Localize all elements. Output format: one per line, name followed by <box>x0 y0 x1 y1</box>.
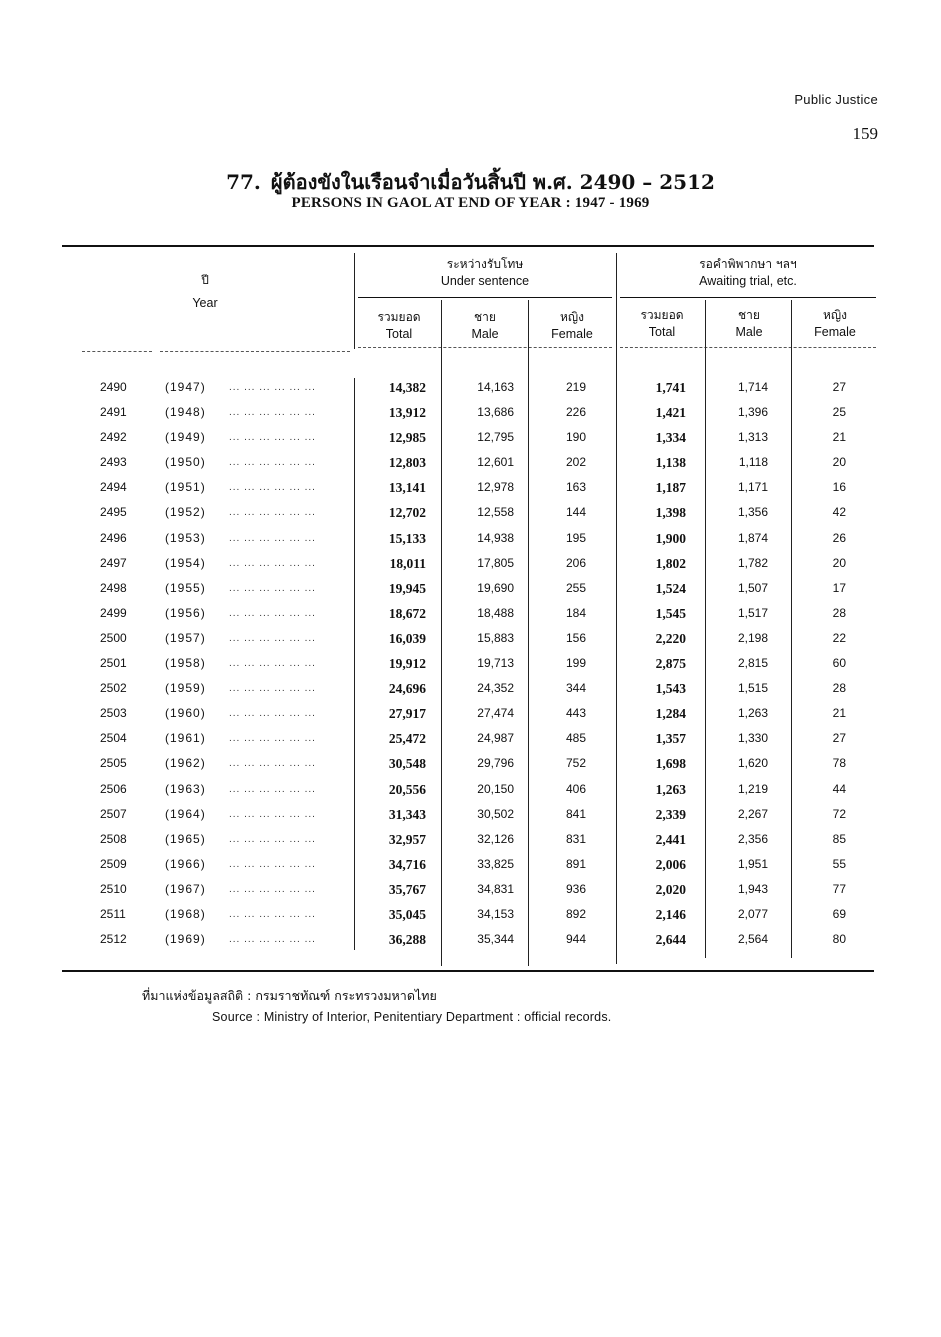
year-ce-cell: (1950) <box>165 455 206 470</box>
under-sentence-female-cell: 219 <box>565 380 586 394</box>
under-sentence-total-cell: 19,912 <box>388 656 426 672</box>
under-sentence-male-cell: 24,987 <box>477 731 514 746</box>
year-be-cell: 2510 <box>100 881 127 896</box>
awaiting-male-cell: 1,313 <box>737 430 768 445</box>
leader-dots: ... ... ... ... ... ... <box>229 733 316 745</box>
year-be-cell: 2494 <box>100 480 127 495</box>
awaiting-total-cell: 1,357 <box>655 731 686 747</box>
header-u-total-english: Total <box>385 327 413 341</box>
under-sentence-male-cell: 24,352 <box>477 681 514 696</box>
header-under-sentence-english: Under sentence <box>440 274 530 288</box>
under-sentence-total-cell: 13,141 <box>388 480 426 496</box>
awaiting-male-cell: 1,171 <box>737 480 768 495</box>
awaiting-total-cell: 1,187 <box>655 480 686 496</box>
awaiting-female-cell: 72 <box>832 806 846 821</box>
awaiting-total-cell: 1,802 <box>655 555 686 571</box>
under-sentence-male-cell: 18,488 <box>477 605 514 620</box>
awaiting-female-cell: 44 <box>832 781 846 796</box>
awaiting-female-cell: 20 <box>832 455 846 470</box>
table-row <box>62 702 876 727</box>
awaiting-male-cell: 1,874 <box>737 530 768 545</box>
header-u-male-english: Male <box>471 327 499 341</box>
under-sentence-female-cell: 344 <box>565 681 586 696</box>
leader-dots: ... ... ... ... ... ... <box>229 482 316 494</box>
header-a-male-english: Male <box>735 325 763 339</box>
table-row <box>62 552 876 577</box>
under-sentence-male-cell: 19,690 <box>477 580 514 595</box>
under-sentence-female-cell: 944 <box>565 932 586 947</box>
awaiting-female-cell: 17 <box>832 580 846 595</box>
table-row <box>62 426 876 451</box>
under-sentence-total-cell: 18,011 <box>389 555 426 571</box>
awaiting-male-cell: 1,951 <box>737 856 768 871</box>
awaiting-female-cell: 26 <box>832 530 846 545</box>
separator-year <box>354 253 355 349</box>
under-sentence-total-cell: 12,985 <box>388 430 426 446</box>
awaiting-male-cell: 1,943 <box>737 881 768 896</box>
under-sentence-male-cell: 35,344 <box>477 932 514 947</box>
leader-dots: ... ... ... ... ... ... <box>229 908 316 920</box>
under-sentence-total-cell: 35,767 <box>388 881 426 897</box>
under-sentence-male-cell: 14,163 <box>477 380 514 394</box>
awaiting-total-cell: 2,339 <box>655 806 686 822</box>
source-english: Source : Ministry of Interior, Penitentiary Department : official records. <box>212 1010 612 1024</box>
under-sentence-male-cell: 17,805 <box>477 555 514 570</box>
year-ce-cell: (1955) <box>165 580 206 595</box>
header-a-female <box>793 307 877 341</box>
leader-dots: ... ... ... ... ... ... <box>229 934 316 946</box>
leader-dots: ... ... ... ... ... ... <box>229 457 316 469</box>
header-a-total-english: Total <box>648 325 676 339</box>
awaiting-female-cell: 78 <box>832 756 846 771</box>
under-sentence-female-cell: 199 <box>565 656 586 671</box>
year-ce-cell: (1956) <box>165 605 206 620</box>
awaiting-female-cell: 20 <box>832 555 846 570</box>
table-bottom-rule <box>62 970 874 972</box>
header-year-english: Year <box>192 296 218 310</box>
awaiting-male-cell: 1,517 <box>737 605 768 620</box>
header-a-total-thai: รวมยอด <box>640 308 684 322</box>
under-sentence-male-cell: 14,938 <box>477 530 514 545</box>
awaiting-male-cell: 1,263 <box>737 706 768 721</box>
year-be-cell: 2509 <box>100 856 127 871</box>
table-row <box>62 627 876 652</box>
header-a-female-thai: หญิง <box>823 308 847 322</box>
awaiting-female-cell: 25 <box>832 405 846 420</box>
awaiting-male-cell: 2,815 <box>737 656 768 671</box>
year-ce-cell: (1958) <box>165 656 206 671</box>
table-row <box>62 652 876 677</box>
subheader-dash-left <box>358 347 612 348</box>
awaiting-total-cell: 2,020 <box>655 881 686 897</box>
header-awaiting-english: Awaiting trial, etc. <box>699 274 797 288</box>
leader-dots: ... ... ... ... ... ... <box>229 607 316 619</box>
table-row <box>62 376 876 401</box>
year-ce-cell: (1961) <box>165 731 206 746</box>
year-be-cell: 2497 <box>100 555 127 570</box>
awaiting-total-cell: 2,644 <box>655 932 686 948</box>
awaiting-total-cell: 1,421 <box>655 405 686 421</box>
under-sentence-total-cell: 30,548 <box>388 756 426 772</box>
under-sentence-male-cell: 12,978 <box>477 480 514 495</box>
awaiting-female-cell: 77 <box>832 881 846 896</box>
under-sentence-female-cell: 841 <box>565 806 586 821</box>
header-year <box>160 272 250 312</box>
leader-dots: ... ... ... ... ... ... <box>229 407 316 419</box>
under-sentence-female-cell: 752 <box>565 756 586 771</box>
table-row <box>62 778 876 803</box>
awaiting-male-cell: 1,396 <box>737 405 768 420</box>
awaiting-total-cell: 1,334 <box>655 430 686 446</box>
year-ce-cell: (1954) <box>165 555 206 570</box>
table-row <box>62 501 876 526</box>
under-sentence-male-cell: 13,686 <box>477 405 514 420</box>
header-u-total-thai: รวมยอด <box>377 310 421 324</box>
year-be-cell: 2493 <box>100 455 127 470</box>
header-a-total <box>620 307 704 341</box>
awaiting-total-cell: 1,284 <box>655 706 686 722</box>
under-sentence-male-cell: 33,825 <box>477 856 514 871</box>
under-sentence-female-cell: 144 <box>565 505 586 520</box>
awaiting-total-cell: 2,220 <box>655 630 686 646</box>
under-sentence-total-cell: 25,472 <box>388 731 426 747</box>
year-ce-cell: (1953) <box>165 530 206 545</box>
awaiting-female-cell: 16 <box>832 480 846 495</box>
table-row <box>62 602 876 627</box>
leader-dots: ... ... ... ... ... ... <box>229 708 316 720</box>
year-be-cell: 2506 <box>100 781 127 796</box>
under-sentence-total-cell: 19,945 <box>388 580 426 596</box>
awaiting-rule <box>620 297 876 298</box>
header-a-male-thai: ชาย <box>738 308 760 322</box>
year-be-cell: 2504 <box>100 731 127 746</box>
leader-dots: ... ... ... ... ... ... <box>229 532 316 544</box>
header-u-female-thai: หญิง <box>560 310 584 324</box>
awaiting-female-cell: 21 <box>832 430 846 445</box>
awaiting-male-cell: 1,714 <box>737 380 768 394</box>
header-awaiting-thai: รอคำพิพากษา ฯลฯ <box>699 257 797 271</box>
awaiting-female-cell: 69 <box>832 906 846 921</box>
awaiting-male-cell: 1,515 <box>737 681 768 696</box>
leader-dots: ... ... ... ... ... ... <box>229 683 316 695</box>
header-u-male-thai: ชาย <box>474 310 496 324</box>
under-sentence-female-cell: 255 <box>565 580 586 595</box>
awaiting-total-cell: 1,398 <box>655 505 686 521</box>
year-be-cell: 2502 <box>100 681 127 696</box>
table-top-rule <box>62 245 874 247</box>
table-row <box>62 727 876 752</box>
under-sentence-total-cell: 24,696 <box>388 681 426 697</box>
leader-dots: ... ... ... ... ... ... <box>229 808 316 820</box>
table-row <box>62 878 876 903</box>
awaiting-male-cell: 2,267 <box>737 806 768 821</box>
under-sentence-female-cell: 406 <box>565 781 586 796</box>
table-row <box>62 828 876 853</box>
header-a-female-english: Female <box>814 325 856 339</box>
year-be-cell: 2505 <box>100 756 127 771</box>
year-be-cell: 2500 <box>100 630 127 645</box>
under-sentence-total-cell: 12,702 <box>388 505 426 521</box>
awaiting-female-cell: 27 <box>832 731 846 746</box>
under-sentence-female-cell: 443 <box>565 706 586 721</box>
under-sentence-female-cell: 195 <box>565 530 586 545</box>
table-row <box>62 476 876 501</box>
year-be-cell: 2490 <box>100 380 127 394</box>
year-ce-cell: (1966) <box>165 856 206 871</box>
year-be-cell: 2507 <box>100 806 127 821</box>
under-sentence-male-cell: 20,150 <box>477 781 514 796</box>
year-ce-cell: (1960) <box>165 706 206 721</box>
header-year-thai: ปี <box>201 273 209 287</box>
title-thai-text: ผู้ต้องขังในเรือนจำเมื่อวันสิ้นปี พ.ศ. 2490 – 2512 <box>270 170 715 194</box>
awaiting-female-cell: 55 <box>832 856 846 871</box>
year-ce-cell: (1949) <box>165 430 206 445</box>
awaiting-male-cell: 2,198 <box>737 630 768 645</box>
year-header-dash-1 <box>82 351 152 352</box>
awaiting-total-cell: 1,698 <box>655 756 686 772</box>
leader-dots: ... ... ... ... ... ... <box>229 858 316 870</box>
year-ce-cell: (1969) <box>165 932 206 947</box>
awaiting-total-cell: 1,138 <box>655 455 686 471</box>
awaiting-total-cell: 1,263 <box>655 781 686 797</box>
under-sentence-female-cell: 892 <box>565 906 586 921</box>
under-sentence-female-cell: 891 <box>565 856 586 871</box>
header-u-male <box>443 309 527 343</box>
year-ce-cell: (1968) <box>165 906 206 921</box>
year-ce-cell: (1959) <box>165 681 206 696</box>
under-sentence-total-cell: 20,556 <box>388 781 426 797</box>
awaiting-male-cell: 1,782 <box>737 555 768 570</box>
under-sentence-male-cell: 12,601 <box>477 455 514 470</box>
under-sentence-male-cell: 32,126 <box>477 831 514 846</box>
awaiting-male-cell: 1,219 <box>737 781 768 796</box>
under-sentence-male-cell: 15,883 <box>477 630 514 645</box>
table-row <box>62 903 876 928</box>
awaiting-total-cell: 1,900 <box>655 530 686 546</box>
header-u-total <box>358 309 440 343</box>
table-row <box>62 401 876 426</box>
awaiting-male-cell: 1,620 <box>737 756 768 771</box>
year-ce-cell: (1947) <box>165 380 206 394</box>
table-title-thai <box>0 166 941 198</box>
table-row <box>62 527 876 552</box>
table-row <box>62 803 876 828</box>
leader-dots: ... ... ... ... ... ... <box>229 557 316 569</box>
year-be-cell: 2491 <box>100 405 127 420</box>
awaiting-male-cell: 2,077 <box>737 906 768 921</box>
under-sentence-male-cell: 30,502 <box>477 806 514 821</box>
year-be-cell: 2512 <box>100 932 127 947</box>
leader-dots: ... ... ... ... ... ... <box>229 432 316 444</box>
under-sentence-female-cell: 226 <box>565 405 586 420</box>
leader-dots: ... ... ... ... ... ... <box>229 758 316 770</box>
under-sentence-male-cell: 34,153 <box>477 906 514 921</box>
under-sentence-total-cell: 16,039 <box>388 630 426 646</box>
under-sentence-total-cell: 12,803 <box>388 455 426 471</box>
table-row <box>62 752 876 777</box>
table-row <box>62 677 876 702</box>
awaiting-total-cell: 2,441 <box>655 831 686 847</box>
year-be-cell: 2496 <box>100 530 127 545</box>
leader-dots: ... ... ... ... ... ... <box>229 382 316 393</box>
year-ce-cell: (1957) <box>165 630 206 645</box>
leader-dots: ... ... ... ... ... ... <box>229 507 316 519</box>
under-sentence-female-cell: 163 <box>565 480 586 495</box>
leader-dots: ... ... ... ... ... ... <box>229 658 316 670</box>
year-ce-cell: (1964) <box>165 806 206 821</box>
year-be-cell: 2492 <box>100 430 127 445</box>
under-sentence-total-cell: 15,133 <box>388 530 426 546</box>
awaiting-male-cell: 2,564 <box>737 932 768 947</box>
under-sentence-total-cell: 14,382 <box>388 380 426 395</box>
under-sentence-total-cell: 31,343 <box>388 806 426 822</box>
awaiting-female-cell: 28 <box>832 681 846 696</box>
under-sentence-total-cell: 36,288 <box>388 932 426 948</box>
table-row <box>62 853 876 878</box>
year-ce-cell: (1952) <box>165 505 206 520</box>
header-awaiting <box>620 256 876 290</box>
awaiting-total-cell: 1,524 <box>655 580 686 596</box>
awaiting-female-cell: 80 <box>832 932 846 947</box>
page-number: 159 <box>852 124 878 143</box>
under-sentence-rule <box>358 297 612 298</box>
under-sentence-male-cell: 12,795 <box>477 430 514 445</box>
year-be-cell: 2508 <box>100 831 127 846</box>
header-u-female-english: Female <box>551 327 593 341</box>
table-row <box>62 577 876 602</box>
awaiting-total-cell: 2,146 <box>655 906 686 922</box>
awaiting-total-cell: 2,875 <box>655 656 686 672</box>
under-sentence-total-cell: 32,957 <box>388 831 426 847</box>
table-number: 77. <box>226 170 261 194</box>
awaiting-total-cell: 1,545 <box>655 605 686 621</box>
year-ce-cell: (1951) <box>165 480 206 495</box>
under-sentence-female-cell: 485 <box>565 731 586 746</box>
leader-dots: ... ... ... ... ... ... <box>229 582 316 594</box>
header-under-sentence-thai: ระหว่างรับโทษ <box>446 257 524 271</box>
source-thai: ที่มาแห่งข้อมูลสถิติ : กรมราชทัณฑ์ กระทรวงมหาดไทย <box>142 988 437 1003</box>
table-title-english: PERSONS IN GAOL AT END OF YEAR : 1947 - 1969 <box>291 195 650 211</box>
year-ce-cell: (1967) <box>165 881 206 896</box>
under-sentence-male-cell: 27,474 <box>477 706 514 721</box>
year-ce-cell: (1963) <box>165 781 206 796</box>
under-sentence-male-cell: 12,558 <box>477 505 514 520</box>
leader-dots: ... ... ... ... ... ... <box>229 883 316 895</box>
table-body <box>62 376 876 953</box>
awaiting-female-cell: 42 <box>832 505 846 520</box>
awaiting-female-cell: 85 <box>832 831 846 846</box>
awaiting-female-cell: 22 <box>832 630 846 645</box>
header-u-female <box>530 309 614 343</box>
header-a-male <box>707 307 791 341</box>
under-sentence-total-cell: 35,045 <box>388 906 426 922</box>
under-sentence-female-cell: 831 <box>565 831 586 846</box>
awaiting-female-cell: 21 <box>832 706 846 721</box>
under-sentence-female-cell: 190 <box>565 430 586 445</box>
awaiting-female-cell: 27 <box>832 380 846 394</box>
awaiting-total-cell: 1,741 <box>655 380 686 395</box>
table-row <box>62 451 876 476</box>
year-be-cell: 2498 <box>100 580 127 595</box>
year-ce-cell: (1962) <box>165 756 206 771</box>
awaiting-male-cell: 1,118 <box>738 455 768 470</box>
awaiting-male-cell: 1,330 <box>737 731 768 746</box>
under-sentence-female-cell: 156 <box>565 630 586 645</box>
under-sentence-female-cell: 202 <box>565 455 586 470</box>
year-be-cell: 2501 <box>100 656 127 671</box>
leader-dots: ... ... ... ... ... ... <box>229 783 316 795</box>
leader-dots: ... ... ... ... ... ... <box>229 833 316 845</box>
subheader-dash-right <box>620 347 876 348</box>
under-sentence-total-cell: 27,917 <box>388 706 426 722</box>
year-ce-cell: (1948) <box>165 405 206 420</box>
under-sentence-male-cell: 19,713 <box>477 656 514 671</box>
year-be-cell: 2495 <box>100 505 127 520</box>
under-sentence-female-cell: 184 <box>565 605 586 620</box>
table-row <box>62 928 876 953</box>
under-sentence-total-cell: 34,716 <box>388 856 426 872</box>
awaiting-female-cell: 60 <box>832 656 846 671</box>
under-sentence-total-cell: 18,672 <box>388 605 426 621</box>
year-be-cell: 2511 <box>100 906 126 921</box>
year-header-dash-2 <box>160 351 350 352</box>
header-under-sentence <box>358 256 612 290</box>
under-sentence-female-cell: 936 <box>565 881 586 896</box>
awaiting-female-cell: 28 <box>832 605 846 620</box>
year-be-cell: 2503 <box>100 706 127 721</box>
year-ce-cell: (1965) <box>165 831 206 846</box>
under-sentence-total-cell: 13,912 <box>388 405 426 421</box>
under-sentence-male-cell: 34,831 <box>477 881 514 896</box>
awaiting-male-cell: 1,507 <box>737 580 768 595</box>
under-sentence-male-cell: 29,796 <box>477 756 514 771</box>
year-be-cell: 2499 <box>100 605 127 620</box>
leader-dots: ... ... ... ... ... ... <box>229 632 316 644</box>
awaiting-male-cell: 1,356 <box>737 505 768 520</box>
awaiting-total-cell: 2,006 <box>655 856 686 872</box>
awaiting-total-cell: 1,543 <box>655 681 686 697</box>
awaiting-male-cell: 2,356 <box>737 831 768 846</box>
section-label: Public Justice <box>794 92 878 107</box>
under-sentence-female-cell: 206 <box>565 555 586 570</box>
